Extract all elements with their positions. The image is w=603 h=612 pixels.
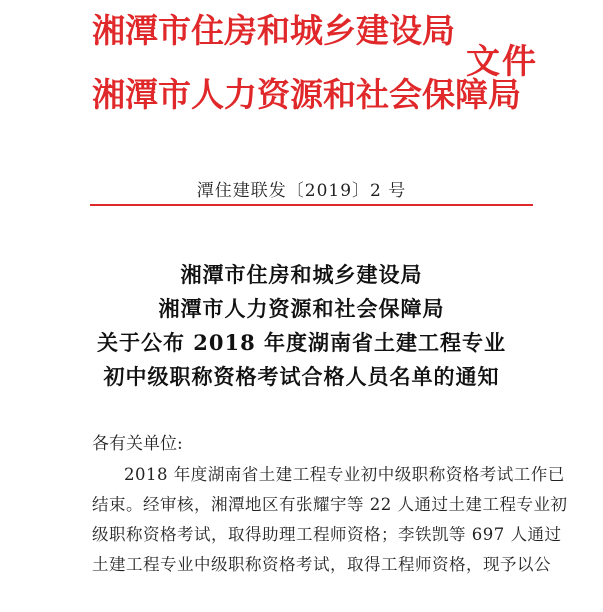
body-paragraph [92, 460, 568, 580]
document-label: 文件 [466, 42, 538, 82]
red-divider-line [90, 204, 533, 206]
salutation: 各有关单位: [92, 434, 183, 454]
body-line: 级职称资格考试，取得助理工程师资格；李铁凯等 697 人通过 [92, 525, 562, 544]
issuing-agency-hr: 湘潭市人力资源和社会保障局 [92, 75, 521, 114]
title-line: 初中级职称资格考试合格人员名单的通知 [103, 364, 500, 389]
body-line: 土建工程专业中级职称资格考试，取得工程师资格，现予以公 [92, 555, 551, 574]
document-header [0, 0, 603, 150]
title-line: 湘潭市住房和城乡建设局 [180, 262, 423, 287]
notice-title [0, 258, 603, 394]
title-line: 关于公布 2018 年度湖南省土建工程专业 [96, 330, 507, 355]
body-line: 结束。经审核，湘潭地区有张耀宇等 22 人通过土建工程专业初 [92, 495, 568, 514]
body-line: 2018 年度湖南省土建工程专业初中级职称资格考试工作已 [124, 465, 565, 484]
title-line: 湘潭市人力资源和社会保障局 [158, 296, 445, 321]
document-number: 潭住建联发〔2019〕2 号 [196, 181, 407, 201]
issuing-agency-housing: 湘潭市住房和城乡建设局 [92, 11, 455, 50]
